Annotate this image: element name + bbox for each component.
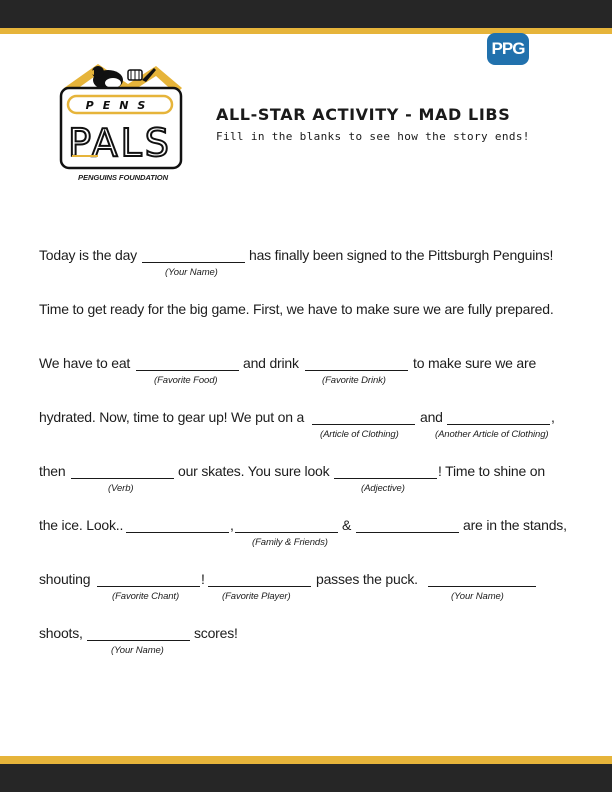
blank-hint: (Article of Clothing) xyxy=(320,429,399,440)
bottom-dark-bar xyxy=(0,764,612,792)
blank-your-name[interactable] xyxy=(87,640,190,641)
blank-hint: (Favorite Chant) xyxy=(112,591,180,602)
blank-article-of-clothing[interactable] xyxy=(312,424,415,425)
blank-hint: (Your Name) xyxy=(111,645,164,656)
story-text: ! xyxy=(201,571,205,587)
ppg-logo: PPG xyxy=(487,33,529,65)
blank-hint: (Favorite Player) xyxy=(222,591,291,602)
blank-verb[interactable] xyxy=(71,478,174,479)
blank-your-name[interactable] xyxy=(428,586,536,587)
story-text: passes the puck. xyxy=(316,571,418,587)
pens-pals-logo xyxy=(58,58,188,188)
story-text: and drink xyxy=(243,355,299,371)
story-text: , xyxy=(230,517,234,533)
story-text: , xyxy=(551,409,555,425)
blank-favorite-chant[interactable] xyxy=(97,586,200,587)
blank-family-friends-2[interactable] xyxy=(235,532,338,533)
story-line-5 xyxy=(39,463,599,503)
blank-favorite-food[interactable] xyxy=(136,370,239,371)
blank-hint: (Adjective) xyxy=(361,483,405,494)
story-text: Time to get ready for the big game. First, we have to make sure we are fully prepared. xyxy=(39,301,554,317)
blank-hint: (Verb) xyxy=(108,483,134,494)
story-text: Today is the day xyxy=(39,247,137,263)
story-text: We have to eat xyxy=(39,355,131,371)
story-line-2 xyxy=(39,301,599,341)
story-text: has finally been signed to the Pittsburgh Penguins! xyxy=(249,247,554,263)
blank-family-friends-1[interactable] xyxy=(126,532,229,533)
blank-hint: (Favorite Drink) xyxy=(322,375,386,386)
story-text: and xyxy=(420,409,443,425)
blank-hint: (Favorite Food) xyxy=(154,375,218,386)
story-text: shoots, xyxy=(39,625,83,641)
story-text: scores! xyxy=(194,625,238,641)
page-title: ALL-STAR ACTIVITY - MAD LIBS xyxy=(216,105,511,124)
story-text: our skates. You sure look xyxy=(178,463,330,479)
story-line-8 xyxy=(39,625,599,665)
story-line-3 xyxy=(39,355,599,395)
top-dark-bar xyxy=(0,0,612,28)
blank-your-name[interactable] xyxy=(142,262,245,263)
penguins-foundation-wordmark: PENGUINS FOUNDATION xyxy=(78,173,168,182)
story-text: ! Time to shine on xyxy=(438,463,545,479)
story-line-7 xyxy=(39,571,599,611)
blank-adjective[interactable] xyxy=(334,478,437,479)
blank-family-friends-3[interactable] xyxy=(356,532,459,533)
blank-hint: (Family & Friends) xyxy=(252,537,328,548)
blank-hint: (Your Name) xyxy=(451,591,504,602)
story-text: shouting xyxy=(39,571,91,587)
story-line-1 xyxy=(39,247,599,287)
logo-pens-text: PENS xyxy=(85,99,155,112)
story-text: are in the stands, xyxy=(463,517,567,533)
blank-hint: (Your Name) xyxy=(165,267,218,278)
story-text: then xyxy=(39,463,66,479)
story-line-4 xyxy=(39,409,599,449)
bottom-gold-stripe xyxy=(0,756,612,764)
blank-hint: (Another Article of Clothing) xyxy=(435,429,549,440)
story-text: the ice. Look.. xyxy=(39,517,124,533)
blank-another-article-of-clothing[interactable] xyxy=(447,424,550,425)
story-text: to make sure we are xyxy=(413,355,537,371)
story-text: & xyxy=(342,517,352,533)
logo-pals-text: PALS xyxy=(68,121,172,165)
story-text: hydrated. Now, time to gear up! We put on a xyxy=(39,409,305,425)
blank-favorite-player[interactable] xyxy=(208,586,311,587)
blank-favorite-drink[interactable] xyxy=(305,370,408,371)
story-line-6 xyxy=(39,517,599,557)
page-subtitle: Fill in the blanks to see how the story ends! xyxy=(216,130,530,143)
